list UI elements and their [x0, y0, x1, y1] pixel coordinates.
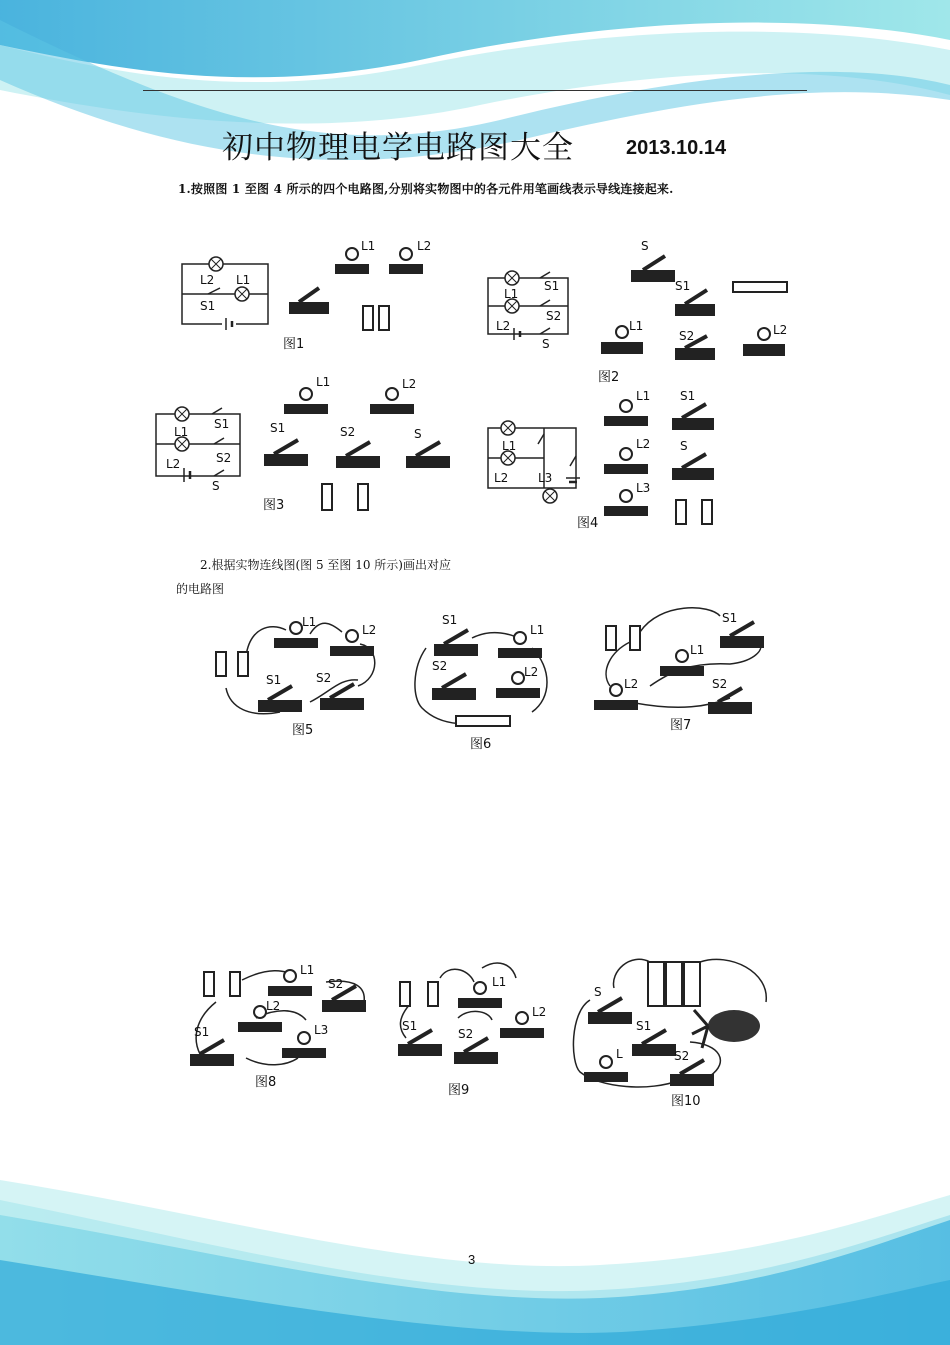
figure-4-parts	[600, 388, 730, 528]
label-L1: L1	[300, 963, 315, 977]
figure-4-label: 图4	[577, 516, 599, 531]
label-S: S	[641, 239, 649, 253]
figure-9-label: 图9	[448, 1083, 470, 1098]
figure-4-diagram	[484, 420, 594, 512]
label-L1: L1	[302, 615, 317, 629]
figure-6-parts	[412, 608, 562, 728]
label-S: S	[212, 479, 220, 493]
label-L: L	[616, 1047, 623, 1061]
label-L2: L2	[362, 623, 377, 637]
label-L1: L1	[361, 239, 376, 253]
motor-fan	[692, 1010, 760, 1048]
label-S1: S1	[442, 613, 458, 627]
figure-2-diagram	[484, 268, 584, 352]
label-S2: S2	[328, 977, 344, 991]
figure-5-parts	[210, 608, 390, 720]
label-S2: S2	[712, 677, 728, 691]
figure-7-parts	[590, 602, 775, 720]
label-L1: L1	[636, 389, 651, 403]
label-L2: L2	[402, 377, 417, 391]
bulb-L1	[335, 239, 375, 274]
label-L2: L2	[494, 471, 509, 485]
label-L2: L2	[417, 239, 432, 253]
label-S: S	[594, 985, 602, 999]
figure-2-parts	[595, 238, 795, 368]
label-S1: S1	[214, 417, 230, 431]
figure-1-parts	[285, 240, 445, 335]
page-title: 初中物理电学电路图大全	[222, 130, 574, 166]
label-S: S	[542, 337, 550, 351]
figure-2-label: 图2	[598, 370, 620, 385]
label-S1: S1	[402, 1019, 418, 1033]
label-S1: S1	[636, 1019, 652, 1033]
figure-8-label: 图8	[255, 1075, 277, 1090]
label-L2: L2	[532, 1005, 547, 1019]
label-L2: L2	[524, 665, 539, 679]
label-L2: L2	[773, 323, 788, 337]
figure-3-parts	[260, 372, 460, 512]
header-rule	[143, 90, 807, 91]
label-S1: S1	[680, 389, 696, 403]
label-L1: L1	[502, 439, 517, 453]
figure-3-diagram	[152, 408, 252, 492]
figure-6-label: 图6	[470, 737, 492, 752]
label-S2: S2	[679, 329, 695, 343]
label-S2: S2	[432, 659, 448, 673]
label-L2: L2	[496, 319, 511, 333]
figure-8-parts	[186, 958, 376, 1076]
battery-pack	[648, 962, 700, 1006]
question-2-text-line2: 的电路图	[176, 582, 225, 596]
label-L3: L3	[636, 481, 651, 495]
switch	[289, 288, 329, 314]
label-S1: S1	[270, 421, 286, 435]
label-L1: L1	[174, 425, 189, 439]
label-S1: S1	[266, 673, 282, 687]
label-L2: L2	[266, 999, 281, 1013]
label-S2: S2	[316, 671, 332, 685]
figure-10-parts	[570, 952, 775, 1092]
label-L1: L1	[236, 273, 251, 287]
label-L3: L3	[314, 1023, 329, 1037]
label-S: S	[414, 427, 422, 441]
figure-7-label: 图7	[670, 718, 692, 733]
label-S1: S1	[194, 1025, 210, 1039]
figure-1-label: 图1	[283, 337, 305, 352]
label-S2: S2	[674, 1049, 690, 1063]
label-L3: L3	[538, 471, 553, 485]
figure-5-label: 图5	[292, 723, 314, 738]
label-L2: L2	[624, 677, 639, 691]
figure-9-parts	[388, 958, 558, 1070]
label-S: S	[680, 439, 688, 453]
page-date: 2013.10.14	[626, 137, 727, 159]
figure-10-label: 图10	[671, 1094, 701, 1109]
question-1-text: 1.按照图 1 至图 4 所示的四个电路图,分别将实物图中的各元件用笔画线表示导线连接起来.	[178, 182, 674, 196]
label-L2: L2	[166, 457, 181, 471]
label-S1: S1	[544, 279, 560, 293]
battery	[363, 306, 389, 330]
page-number: 3	[468, 1252, 476, 1267]
question-2-text-line1: 2.根据实物连线图(图 5 至图 10 所示)画出对应	[200, 558, 451, 572]
figure-3-label: 图3	[263, 498, 285, 513]
label-L2: L2	[636, 437, 651, 451]
label-S2: S2	[546, 309, 562, 323]
label-S2: S2	[340, 425, 356, 439]
label-L1: L1	[316, 375, 331, 389]
label-S1: S1	[675, 279, 691, 293]
label-L1: L1	[504, 287, 519, 301]
label-L1: L1	[492, 975, 507, 989]
label-S2: S2	[216, 451, 232, 465]
label-L1: L1	[629, 319, 644, 333]
label-S1: S1	[200, 299, 216, 313]
label-L1: L1	[690, 643, 705, 657]
label-S2: S2	[458, 1027, 474, 1041]
label-L1: L1	[530, 623, 545, 637]
figure-1-diagram	[178, 258, 278, 330]
label-S1: S1	[722, 611, 738, 625]
label-L2: L2	[200, 273, 215, 287]
bulb-L2	[389, 239, 431, 274]
